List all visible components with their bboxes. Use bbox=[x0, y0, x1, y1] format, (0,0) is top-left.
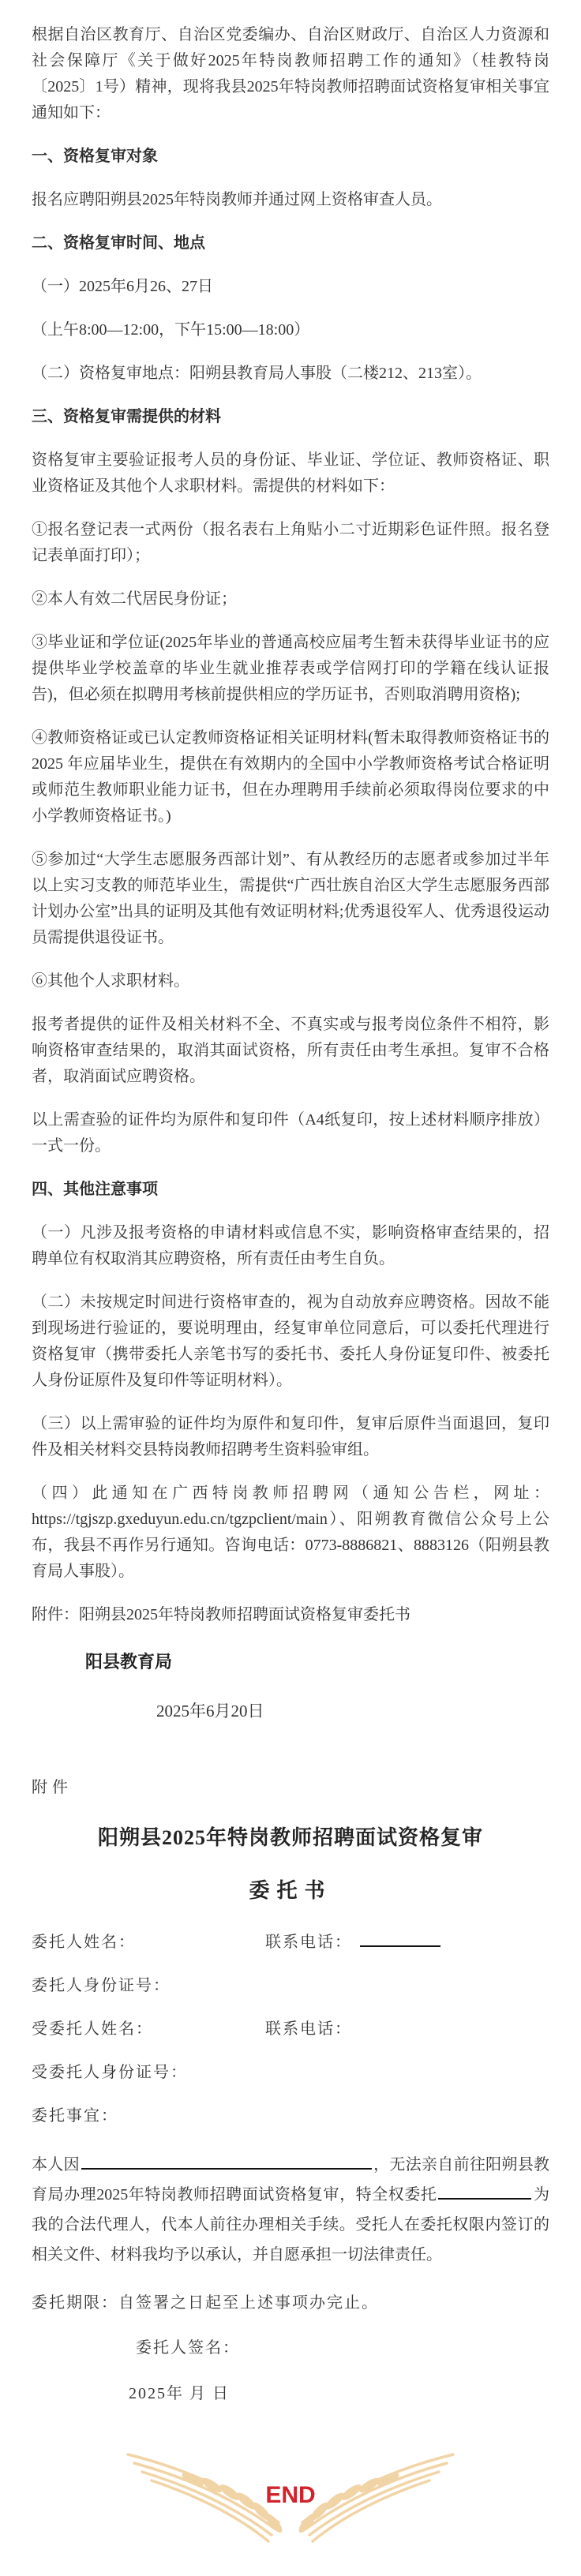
section1-paragraph: 报名应聘阳朔县2025年特岗教师并通过网上资格审查人员。 bbox=[32, 191, 442, 208]
statement-seg-3: 为我的合法代理人，代本人前往办理相关手续。受托人在委托权限内签订的相关文件、材料我均予以承认，并自愿承担一切法律责任。 bbox=[32, 2186, 550, 2263]
notice-item-4: （四）此通知在广西特岗教师招聘网（通知公告栏，网址：https://tgjszp.gxeduyun.edu.cn/tgzpclient/main）、阳朔教育微信公众号上公布，我县不再作另行通知。咨询电话：0773-8886821、8883126（阳朔县教育局人事股）。 bbox=[32, 1485, 549, 1580]
agent-phone-label: 联系电话： bbox=[265, 2020, 352, 2038]
material-item-3: ③毕业证和学位证(2025年毕业的普通高校应届考生暂未获得毕业证书的应提供毕业学校盖章的毕业生就业推荐表或学信网打印的学籍在线认证报告)，但必须在拟聘用考核前提供相应的学历证书，否则取消聘用资格); bbox=[32, 634, 549, 703]
signature-label: 委托人签名： bbox=[136, 2339, 240, 2357]
attachment-title: 阳朔县2025年特岗教师招聘面试资格复审 bbox=[97, 1826, 483, 1849]
issuer-name: 阳县教育局 bbox=[85, 1652, 173, 1672]
principal-name-label: 委托人姓名： bbox=[32, 1934, 136, 1951]
review-location-line: （二）资格复审地点：阳朔县教育局人事股（二楼212、213室）。 bbox=[32, 365, 482, 382]
section3-note-2: 以上需查验的证件均为原件和复印件（A4纸复印，按上述材料顺序排放）一式一份。 bbox=[32, 1111, 549, 1155]
material-item-1: ①报名登记表一式两份（报名表右上角贴小二寸近期彩色证件照。报名登记表单面打印）； bbox=[32, 521, 549, 564]
deadline-text: 委托期限：自签署之日起至上述事项办完止。 bbox=[32, 2294, 379, 2312]
section3-heading: 三、资格复审需提供的材料 bbox=[32, 408, 221, 425]
end-label: END bbox=[265, 2482, 316, 2508]
agent-name-row bbox=[32, 2016, 549, 2042]
notice-item-1: （一）凡涉及报考资格的申请材料或信息不实，影响资格审查结果的，招聘单位有权取消其应聘资格，所有责任由考生自负。 bbox=[32, 1224, 549, 1267]
principal-phone-group bbox=[265, 1930, 440, 1956]
attachment-marker: 附件 bbox=[32, 1779, 73, 1796]
principal-name-row bbox=[32, 1930, 549, 1956]
section3-note-1: 报考者提供的证件及相关材料不全、不真实或与报考岗位条件不相符，影响资格审查结果的，取消其面试资格，所有责任由考生承担。复审不合格者，取消面试应聘资格。 bbox=[32, 1016, 549, 1085]
section3-intro: 资格复审主要验证报考人员的身份证、毕业证、学位证、教师资格证、职业资格证及其他个人求职材料。需提供的材料如下： bbox=[32, 451, 549, 495]
phone-blank-line bbox=[360, 1933, 440, 1947]
attachment-reference: 附件：阳朔县2025年特岗教师招聘面试资格复审委托书 bbox=[32, 1606, 410, 1623]
statement-seg-1: 本人因 bbox=[32, 2156, 80, 2174]
review-date-line: （一）2025年6月26、27日 bbox=[32, 278, 213, 295]
review-hours-line: （上午8:00—12:00，下午15:00—18:00） bbox=[32, 321, 310, 339]
section1-heading: 一、资格复审对象 bbox=[32, 148, 158, 165]
section2-heading: 二、资格复审时间、地点 bbox=[32, 234, 205, 252]
agent-id-label: 受委托人身份证号： bbox=[32, 2064, 188, 2081]
material-item-2: ②本人有效二代居民身份证； bbox=[32, 590, 237, 608]
principal-phone-label: 联系电话： bbox=[265, 1934, 352, 1951]
signature-date: 2025年 月 日 bbox=[129, 2385, 230, 2402]
principal-id-label: 委托人身份证号： bbox=[32, 1977, 171, 1994]
matter-label: 委托事宜： bbox=[32, 2107, 118, 2125]
attachment-subtitle: 委托书 bbox=[249, 1879, 332, 1902]
end-decoration bbox=[117, 2453, 464, 2571]
notice-item-2: （二）未按规定时间进行资格审查的，视为自动放弃应聘资格。因故不能到现场进行验证的，要说明理由，经复审单位同意后，可以委托代理进行资格复审（携带委托人亲笔书写的委托书、委托人身份证复印件、被委托人身份证原件及复印件等证明材料）。 bbox=[32, 1294, 549, 1389]
wheat-laurel-left-icon bbox=[128, 2454, 279, 2541]
wheat-laurel-right-icon bbox=[296, 2454, 453, 2541]
material-item-4: ④教师资格证或已认定教师资格证相关证明材料(暂未取得教师资格证书的2025 年应届毕业生，提供在有效期内的全国中小学教师资格考试合格证明或师范生教师职业能力证书，但在办理聘用手续前必须取得岗位要求的中小学教师资格证书。) bbox=[32, 729, 549, 825]
notice-item-3: （三）以上需审验的证件均为原件和复印件，复审后原件当面退回，复印件及相关材料交县特岗教师招聘考生资料验审组。 bbox=[32, 1415, 549, 1458]
material-item-5: ⑤参加过“大学生志愿服务西部计划”、有从教经历的志愿者或参加过半年以上实习支教的师范毕业生，需提供“广西壮族自治区大学生志愿服务西部计划办公室”出具的证明及其他有效证明材料;优秀退役军人、优秀退役运动员需提供退役证书。 bbox=[32, 851, 549, 946]
agent-blank-line bbox=[438, 2185, 531, 2200]
attachment-section bbox=[32, 1775, 549, 2407]
issue-date: 2025年6月20日 bbox=[156, 1702, 264, 1720]
section4-heading: 四、其他注意事项 bbox=[32, 1181, 158, 1198]
authorization-statement bbox=[32, 2150, 549, 2270]
material-item-6: ⑥其他个人求职材料。 bbox=[32, 972, 189, 990]
agent-name-label: 受委托人姓名： bbox=[32, 2020, 153, 2038]
intro-paragraph: 根据自治区教育厅、自治区党委编办、自治区财政厅、自治区人力资源和社会保障厅《关于做好2025年特岗教师招聘工作的通知》（桂教特岗〔2025〕1号）精神，现将我县2025年特岗教师招聘面试资格复审相关事宜通知如下： bbox=[32, 26, 549, 122]
statement-seg-2: ，无法亲自前往阳朔县教育局办理2025年特岗教师招聘面试资格复审，特全权委托 bbox=[32, 2156, 550, 2203]
reason-blank-line bbox=[81, 2155, 372, 2170]
